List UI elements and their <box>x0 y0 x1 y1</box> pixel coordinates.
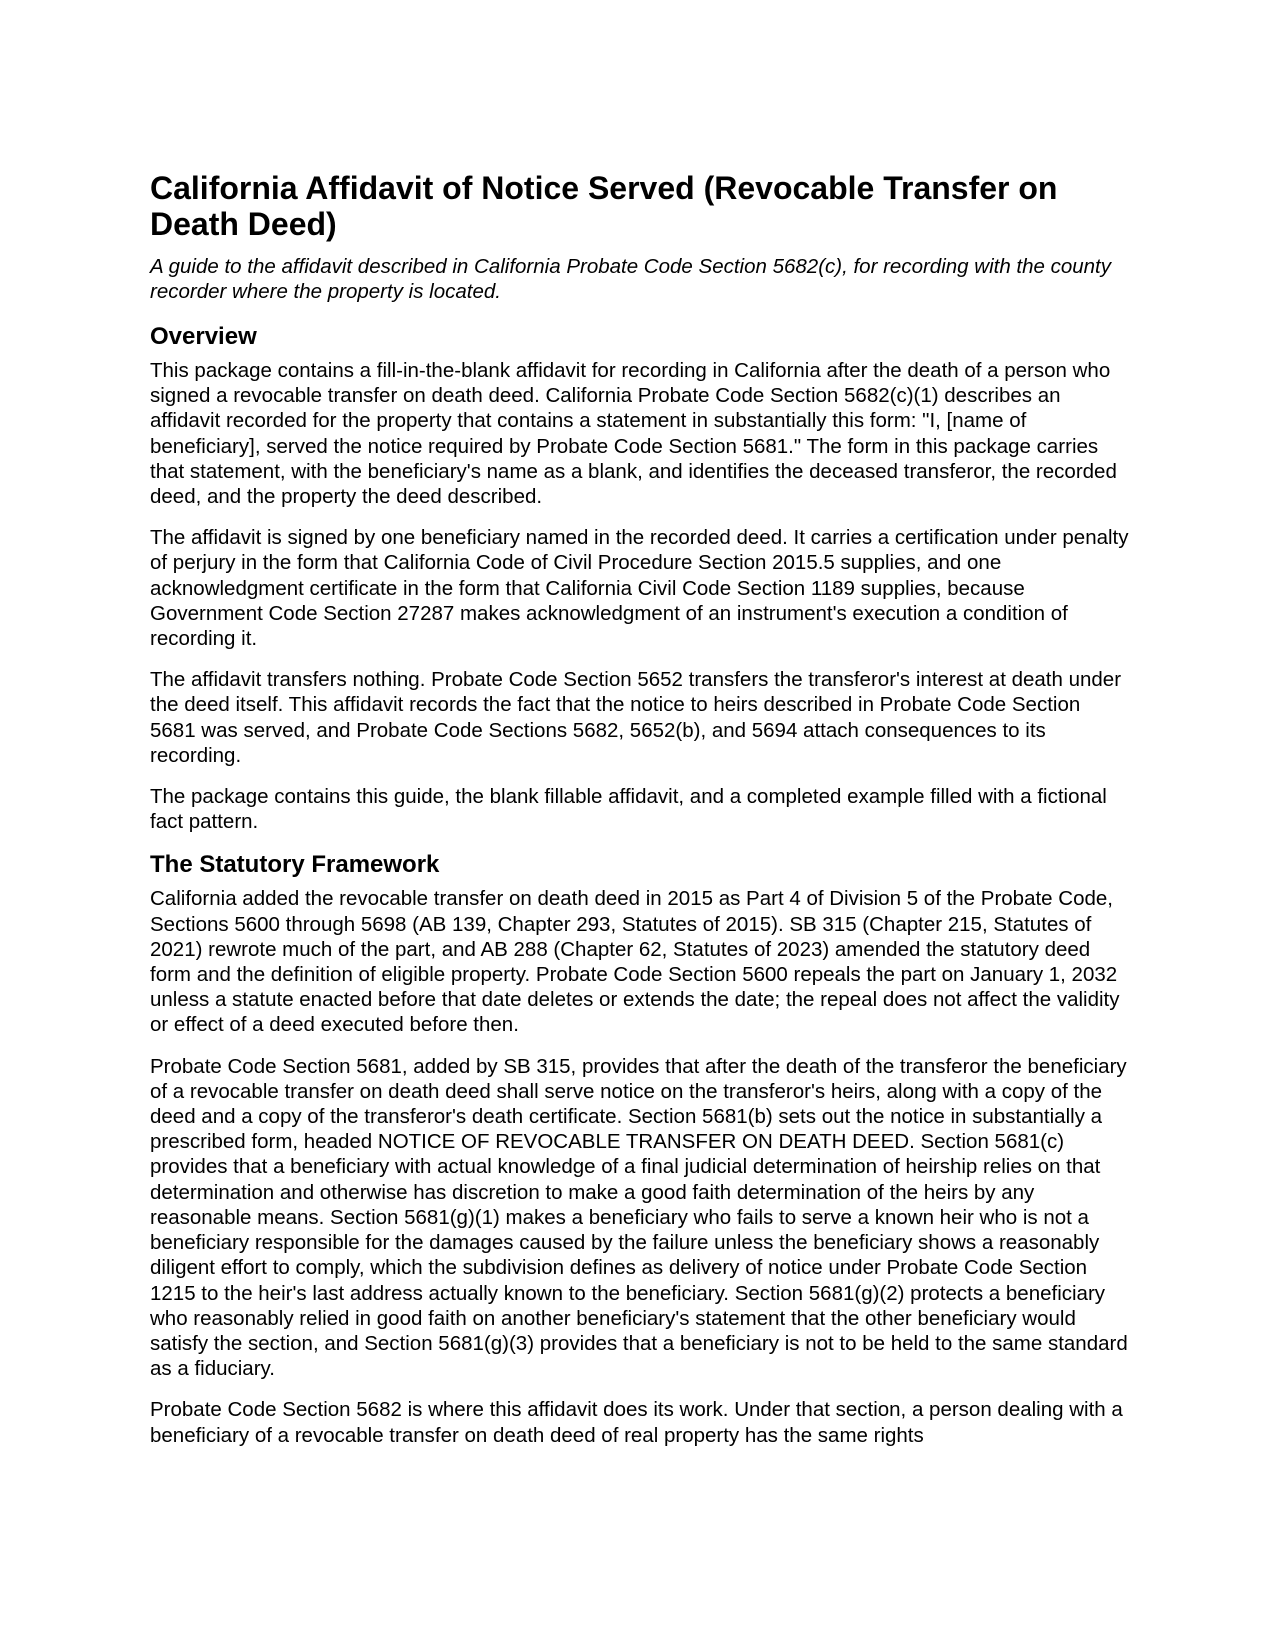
section-heading: The Statutory Framework <box>150 851 440 879</box>
document-title: California Affidavit of Notice Served (Revocable Transfer on Death Deed) <box>150 170 1058 242</box>
section-overview <box>150 322 1130 834</box>
paragraph: The affidavit is signed by one beneficiary named in the recorded deed. It carries a certification under penalty of perjury in the form that California Code of Civil Procedure Section 2015.5 supplies, and one acknowledgment certificate in the form that California Civil Code Section 1189 supplies, because Government Code Section 27287 makes acknowledgment of an instrument's execution a condition of recording it. <box>150 526 1129 651</box>
paragraph: Probate Code Section 5682 is where this affidavit does its work. Under that section, a person dealing with a beneficiary of a revocable transfer on death deed of real property has the same rights <box>150 1398 1123 1447</box>
section-statutory-framework <box>150 850 1130 1447</box>
paragraph: The package contains this guide, the blank fillable affidavit, and a completed example filled with a fictional fact pattern. <box>150 785 1107 834</box>
paragraph: This package contains a fill-in-the-blank affidavit for recording in California after the death of a person who signed a revocable transfer on death deed. California Probate Code Section 5682(c)(1) describes an affidavit recorded for the property that contains a statement in substantially this form: "I, [name of beneficiary], served the notice required by Probate Code Section 5681." The form in this package carries that statement, with the beneficiary's name as a blank, and identifies the deceased transferor, the recorded deed, and the property the deed described. <box>150 359 1117 509</box>
document-page <box>150 170 1130 1464</box>
paragraph: Probate Code Section 5681, added by SB 315, provides that after the death of the transferor the beneficiary of a revocable transfer on death deed shall serve notice on the transferor's heirs, along with a copy of the deed and a copy of the transferor's death certificate. Section 5681(b) sets out the notice in substantially a prescribed form, headed NOTICE OF REVOCABLE TRANSFER ON DEATH DEED. Section 5681(c) provides that a beneficiary with actual knowledge of a final judicial determination of heirship relies on that determination and otherwise has discretion to make a good faith determination of the heirs by any reasonable means. Section 5681(g)(1) makes a beneficiary who fails to serve a known heir who is not a beneficiary responsible for the damages caused by the failure unless the beneficiary shows a reasonably diligent effort to comply, which the subdivision defines as delivery of notice under Probate Code Section 1215 to the heir's last address actually known to the beneficiary. Section 5681(g)(2) protects a beneficiary who reasonably relied in good faith on another beneficiary's statement that the other beneficiary would satisfy the section, and Section 5681(g)(3) provides that a beneficiary is not to be held to the same standard as a fiduciary. <box>150 1054 1128 1381</box>
paragraph: The affidavit transfers nothing. Probate Code Section 5652 transfers the transferor's interest at death under the deed itself. This affidavit records the fact that the notice to heirs described in Probate Code Section 5681 was served, and Probate Code Sections 5682, 5652(b), and 5694 attach consequences to its recording. <box>150 668 1122 767</box>
section-heading: Overview <box>150 323 257 350</box>
paragraph: California added the revocable transfer on death deed in 2015 as Part 4 of Division 5 of the Probate Code, Sections 5600 through 5698 (AB 139, Chapter 293, Statutes of 2015). SB 315 (Chapter 215, Statutes of 2021) rewrote much of the part, and AB 288 (Chapter 62, Statutes of 2023) amended the statutory deed form and the definition of eligible property. Probate Code Section 5600 repeals the part on January 1, 2032 unless a statute enacted before that date deletes or extends the date; the repeal does not affect the validity or effect of a deed executed before then. <box>150 887 1120 1037</box>
document-subtitle: A guide to the affidavit described in California Probate Code Section 5682(c), for recording with the county recorder where the property is located. <box>150 255 1112 303</box>
